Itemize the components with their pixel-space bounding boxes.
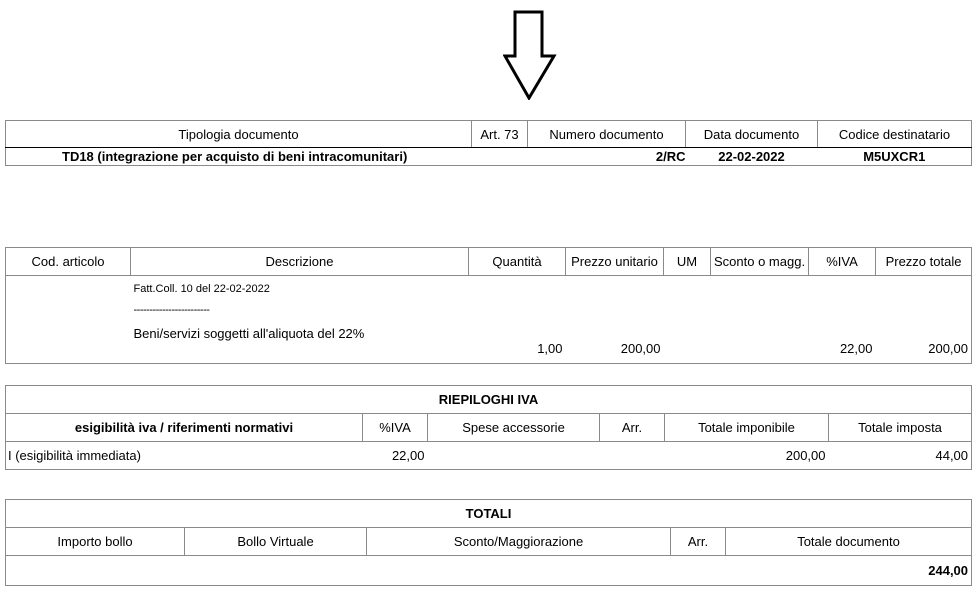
document-lines-table <box>5 247 972 364</box>
totali-table <box>5 499 972 586</box>
col-spese-accessorie: Spese accessorie <box>428 414 600 442</box>
codice-destinatario-value: M5UXCR1 <box>863 149 926 164</box>
document-header-table <box>5 120 972 166</box>
col-iva: %IVA <box>809 248 876 276</box>
line-quantita: 1,00 <box>537 341 563 356</box>
col-um: UM <box>664 248 711 276</box>
col-descrizione: Descrizione <box>131 248 469 276</box>
col-prezzo-totale: Prezzo totale <box>876 248 972 276</box>
col-bollo-virtuale: Bollo Virtuale <box>185 528 367 556</box>
line-prezzo-totale: 200,00 <box>928 341 968 356</box>
table-row <box>6 442 972 470</box>
col-cod-articolo: Cod. articolo <box>6 248 131 276</box>
col-codice-destinatario: Codice destinatario <box>818 121 972 148</box>
col-riep-arr: Arr. <box>600 414 665 442</box>
col-riep-iva: %IVA <box>363 414 428 442</box>
separator-line: ------------------------ <box>133 304 210 316</box>
col-sconto-magg: Sconto o magg. <box>711 248 809 276</box>
data-documento-value: 22-02-2022 <box>718 149 785 164</box>
line-iva: 22,00 <box>839 341 873 356</box>
col-art-73: Art. 73 <box>472 121 528 148</box>
col-quantita: Quantità <box>469 248 566 276</box>
col-tot-arr: Arr. <box>671 528 726 556</box>
col-totale-documento: Totale documento <box>726 528 972 556</box>
table-row <box>6 276 972 364</box>
col-prezzo-unitario: Prezzo unitario <box>566 248 664 276</box>
col-data-documento: Data documento <box>686 121 818 148</box>
line-prezzo-unitario: 200,00 <box>620 341 661 356</box>
riep-iva-value: 22,00 <box>391 448 425 463</box>
riep-esigibilita-value: I (esigibilità immediata) <box>8 448 141 463</box>
col-importo-bollo: Importo bollo <box>6 528 185 556</box>
riep-imposta-value: 44,00 <box>935 448 969 463</box>
col-totale-imposta: Totale imposta <box>829 414 972 442</box>
col-sconto-maggiorazione: Sconto/Maggiorazione <box>367 528 671 556</box>
riep-imponibile-value: 200,00 <box>785 448 826 463</box>
tipologia-documento-value: TD18 (integrazione per acquisto di beni intracomunitari) <box>62 149 408 164</box>
table-row <box>6 556 972 586</box>
col-esigibilita: esigibilità iva / riferimenti normativi <box>6 414 363 442</box>
art-73-value <box>472 148 528 166</box>
riepiloghi-iva-table <box>5 385 972 470</box>
col-numero-documento: Numero documento <box>528 121 686 148</box>
down-arrow-icon <box>503 10 557 100</box>
totale-documento-value: 244,00 <box>928 563 969 578</box>
riepiloghi-iva-title: RIEPILOGHI IVA <box>6 386 972 414</box>
totali-title: TOTALI <box>6 500 972 528</box>
col-tipologia-documento: Tipologia documento <box>6 121 472 148</box>
col-totale-imponibile: Totale imponibile <box>665 414 829 442</box>
fattura-collegata-note: Fatt.Coll. 10 del 22-02-2022 <box>133 283 270 295</box>
line-descrizione: Beni/servizi soggetti all'aliquota del 22% <box>133 326 365 341</box>
numero-documento-value: 2/RC <box>655 149 686 164</box>
